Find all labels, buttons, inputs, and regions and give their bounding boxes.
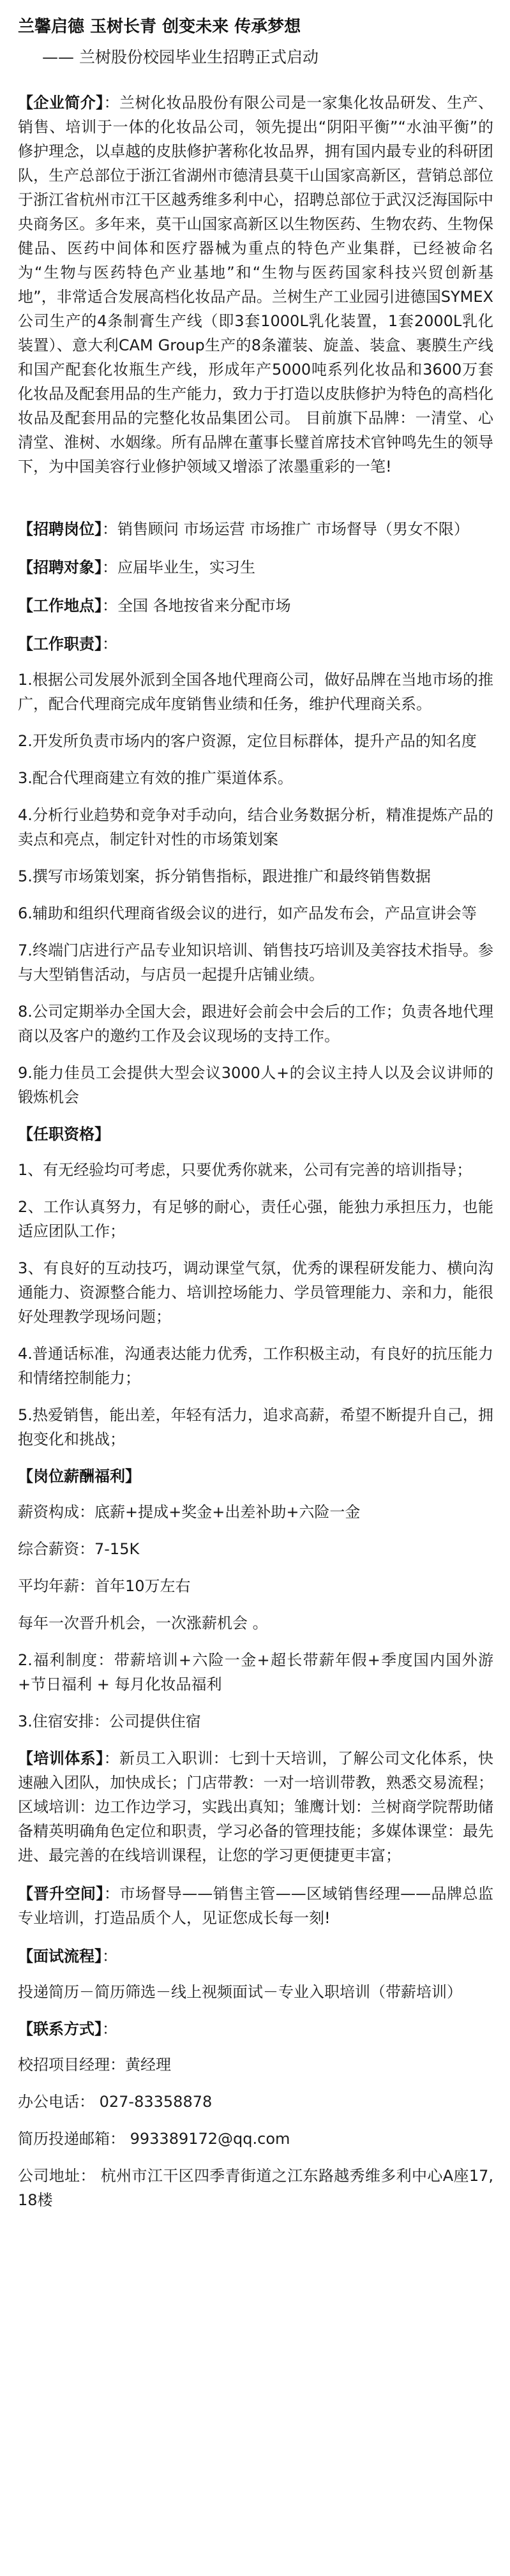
duty-item: 7.终端门店进行产品专业知识培训、销售技巧培训及美容技术指导。参与大型销售活动，与店员一起提升店铺业绩。	[18, 941, 493, 984]
duties-colon: ：	[102, 635, 117, 653]
target-text: ：应届毕业生，实习生	[102, 558, 255, 576]
contact-heading	[18, 2017, 493, 2041]
contact-colon: ：	[102, 2020, 117, 2038]
contact-address: 公司地址： 杭州市江干区四季青街道之江东路越秀维多利中心A座17,18楼	[18, 2167, 493, 2209]
interview-label: 【面试流程】	[18, 1947, 102, 1965]
duty-item: 5.撰写市场策划案，拆分销售指标，跟进推广和最终销售数据	[18, 867, 431, 885]
subtitle-line: —— 兰树股份校园毕业生招聘正式启动	[42, 48, 319, 66]
duties-heading	[18, 632, 493, 656]
company-intro-text: ：兰树化妆品股份有限公司是一家集化妆品研发、生产、销售、培训于一体的化妆品公司，领先提出“阴阳平衡”“水油平衡”的修护理念，以卓越的皮肤修护著称化妆品界，拥有国内最专业的科研团队，生产总部位于浙江省湖州市德清县莫干山国家高新区，营销总部位于浙江省杭州市江干区越秀维多利中心，招聘总部位于武汉泛海国际中央商务区。多年来，莫干山国家高新区以生物医药、生物农药、生物保健品、医药中间体和医疗器械为重点的特色产业集群，已经被命名为“生物与医药特色产业基地”和“生物与医药国家科技兴贸创新基地”，非常适合发展高档化妆品产品。兰树生产工业园引进德国SYMEX公司生产的4条制膏生产线（即3套1000L乳化装置，1套2000L乳化装置）、意大利CAM Group生产的8条灌装、旋盖、装盒、裹膜生产线和国产配套化妆瓶生产线，形成年产5000吨系列化妆品和3600万套化妆品及配套用品的生产能力，致力于打造以皮肤修护为特色的高档化妆品及配套用品的完整化妆品集团公司。 目前旗下品牌：一清堂、心清堂、淮树、水姻缘。所有品牌在董事长璧首席技术官钟鸣先生的领导下，为中国美容行业修护领域又增添了浓墨重彩的一笔!	[18, 94, 494, 476]
training-text: ：新员工入职训：七到十天培训，了解公司文化体系，快速融入团队，加快成长；门店带教：一对一培训带教，熟悉交易流程；区域培训：边工作边学习，实践出真知；雏鹰计划：兰树商学院帮助储备精英明确角色定位和职责，学习必备的管理技能；多媒体课堂：最先进、最完善的在线培训课程，让您的学习更便捷更丰富；	[18, 1749, 494, 1864]
duty-item: 8.公司定期举办全国大会，跟进好会前会中会后的工作；负责各地代理商以及客户的邀约工作及会议现场的支持工作。	[18, 1003, 493, 1045]
location-label: 【工作地点】	[18, 597, 102, 615]
contact-phone: 办公电话： 027-83358878	[18, 2093, 213, 2111]
target-paragraph	[18, 555, 493, 580]
salary-item: 综合薪资：7-15K	[18, 1540, 140, 1558]
duty-item: 9.能力佳员工会提供大型会议3000人+的会议主持人以及会议讲师的锻炼机会	[18, 1064, 493, 1106]
location-text: ：全国 各地按省来分配市场	[102, 597, 291, 615]
contact-email: 简历投递邮箱： 993389172@qq.com	[18, 2130, 290, 2148]
location-paragraph	[18, 594, 493, 618]
contact-manager: 校招项目经理：黄经理	[18, 2056, 171, 2074]
contact-label: 【联系方式】	[18, 2020, 102, 2038]
interview-heading	[18, 1944, 493, 1968]
slogan-headline: 兰馨启德 玉树长青 创变未来 传承梦想	[18, 17, 301, 36]
promotion-paragraph	[18, 1882, 493, 1930]
salary-heading	[18, 1464, 493, 1488]
qualification-item: 1、有无经验均可考虑，只要优秀你就来，公司有完善的培训指导；	[18, 1161, 472, 1179]
positions-label: 【招聘岗位】	[18, 520, 102, 538]
qualification-item: 2、工作认真努力，有足够的耐心，责任心强，能独力承担压力，也能适应团队工作；	[18, 1198, 493, 1240]
salary-item: 薪资构成：底薪+提成+奖金+出差补助+六险一金	[18, 1503, 361, 1521]
salary-label: 【岗位薪酬福利】	[18, 1467, 140, 1485]
promotion-label: 【晋升空间】	[18, 1885, 104, 1903]
qualifications-heading	[18, 1122, 493, 1146]
duty-item: 6.辅助和组织代理商省级会议的进行，如产品发布会，产品宣讲会等	[18, 904, 477, 922]
qualification-item: 5.热爱销售，能出差，年轻有活力，追求高薪，希望不断提升自己，拥抱变化和挑战；	[18, 1406, 493, 1448]
target-label: 【招聘对象】	[18, 558, 102, 576]
salary-item: 每年一次晋升机会，一次涨薪机会 。	[18, 1614, 268, 1632]
promotion-text: ：市场督导——销售主管——区域销售经理——品牌总监 专业培训，打造品质个人，见证您成长每一刻!	[18, 1885, 494, 1927]
company-intro-paragraph	[18, 91, 493, 479]
company-intro-label: 【企业简介】	[18, 94, 104, 112]
duty-item: 2.开发所负责市场内的客户资源，定位目标群体，提升产品的知名度	[18, 732, 477, 750]
duty-item: 1.根据公司发展外派到全国各地代理商公司，做好品牌在当地市场的推广，配合代理商完成年度销售业绩和任务，维护代理商关系。	[18, 671, 493, 713]
benefit-item: 3.住宿安排：公司提供住宿	[18, 1712, 201, 1730]
duty-item: 4.分析行业趋势和竞争对手动向，结合业务数据分析，精准提炼产品的卖点和亮点，制定针对性的市场策划案	[18, 806, 493, 848]
duty-item: 3.配合代理商建立有效的推广渠道体系。	[18, 769, 293, 787]
interview-steps: 投递简历－简历筛选－线上视频面试－专业入职培训（带薪培训）	[18, 1983, 462, 2001]
qualification-item: 3、有良好的互动技巧，调动课堂气氛，优秀的课程研发能力、横向沟通能力、资源整合能力、培训控场能力、学员管理能力、亲和力，能很好处理教学现场问题；	[18, 1259, 493, 1326]
positions-text: ：销售顾问 市场运营 市场推广 市场督导（男女不限）	[102, 520, 469, 538]
qualifications-label: 【任职资格】	[18, 1125, 110, 1143]
interview-colon: ：	[102, 1947, 117, 1965]
benefit-item: 2.福利制度：带薪培训+六险一金+超长带薪年假+季度国内国外游+节日福利 + 每月化妆品福利	[18, 1651, 493, 1693]
qualification-item: 4.普通话标准，沟通表达能力优秀，工作积极主动，有良好的抗压能力和情绪控制能力；	[18, 1345, 493, 1387]
training-label: 【培训体系】	[18, 1749, 104, 1767]
positions-paragraph	[18, 517, 493, 541]
training-paragraph	[18, 1746, 493, 1868]
duties-label: 【工作职责】	[18, 635, 102, 653]
salary-item: 平均年薪：首年10万左右	[18, 1577, 191, 1595]
